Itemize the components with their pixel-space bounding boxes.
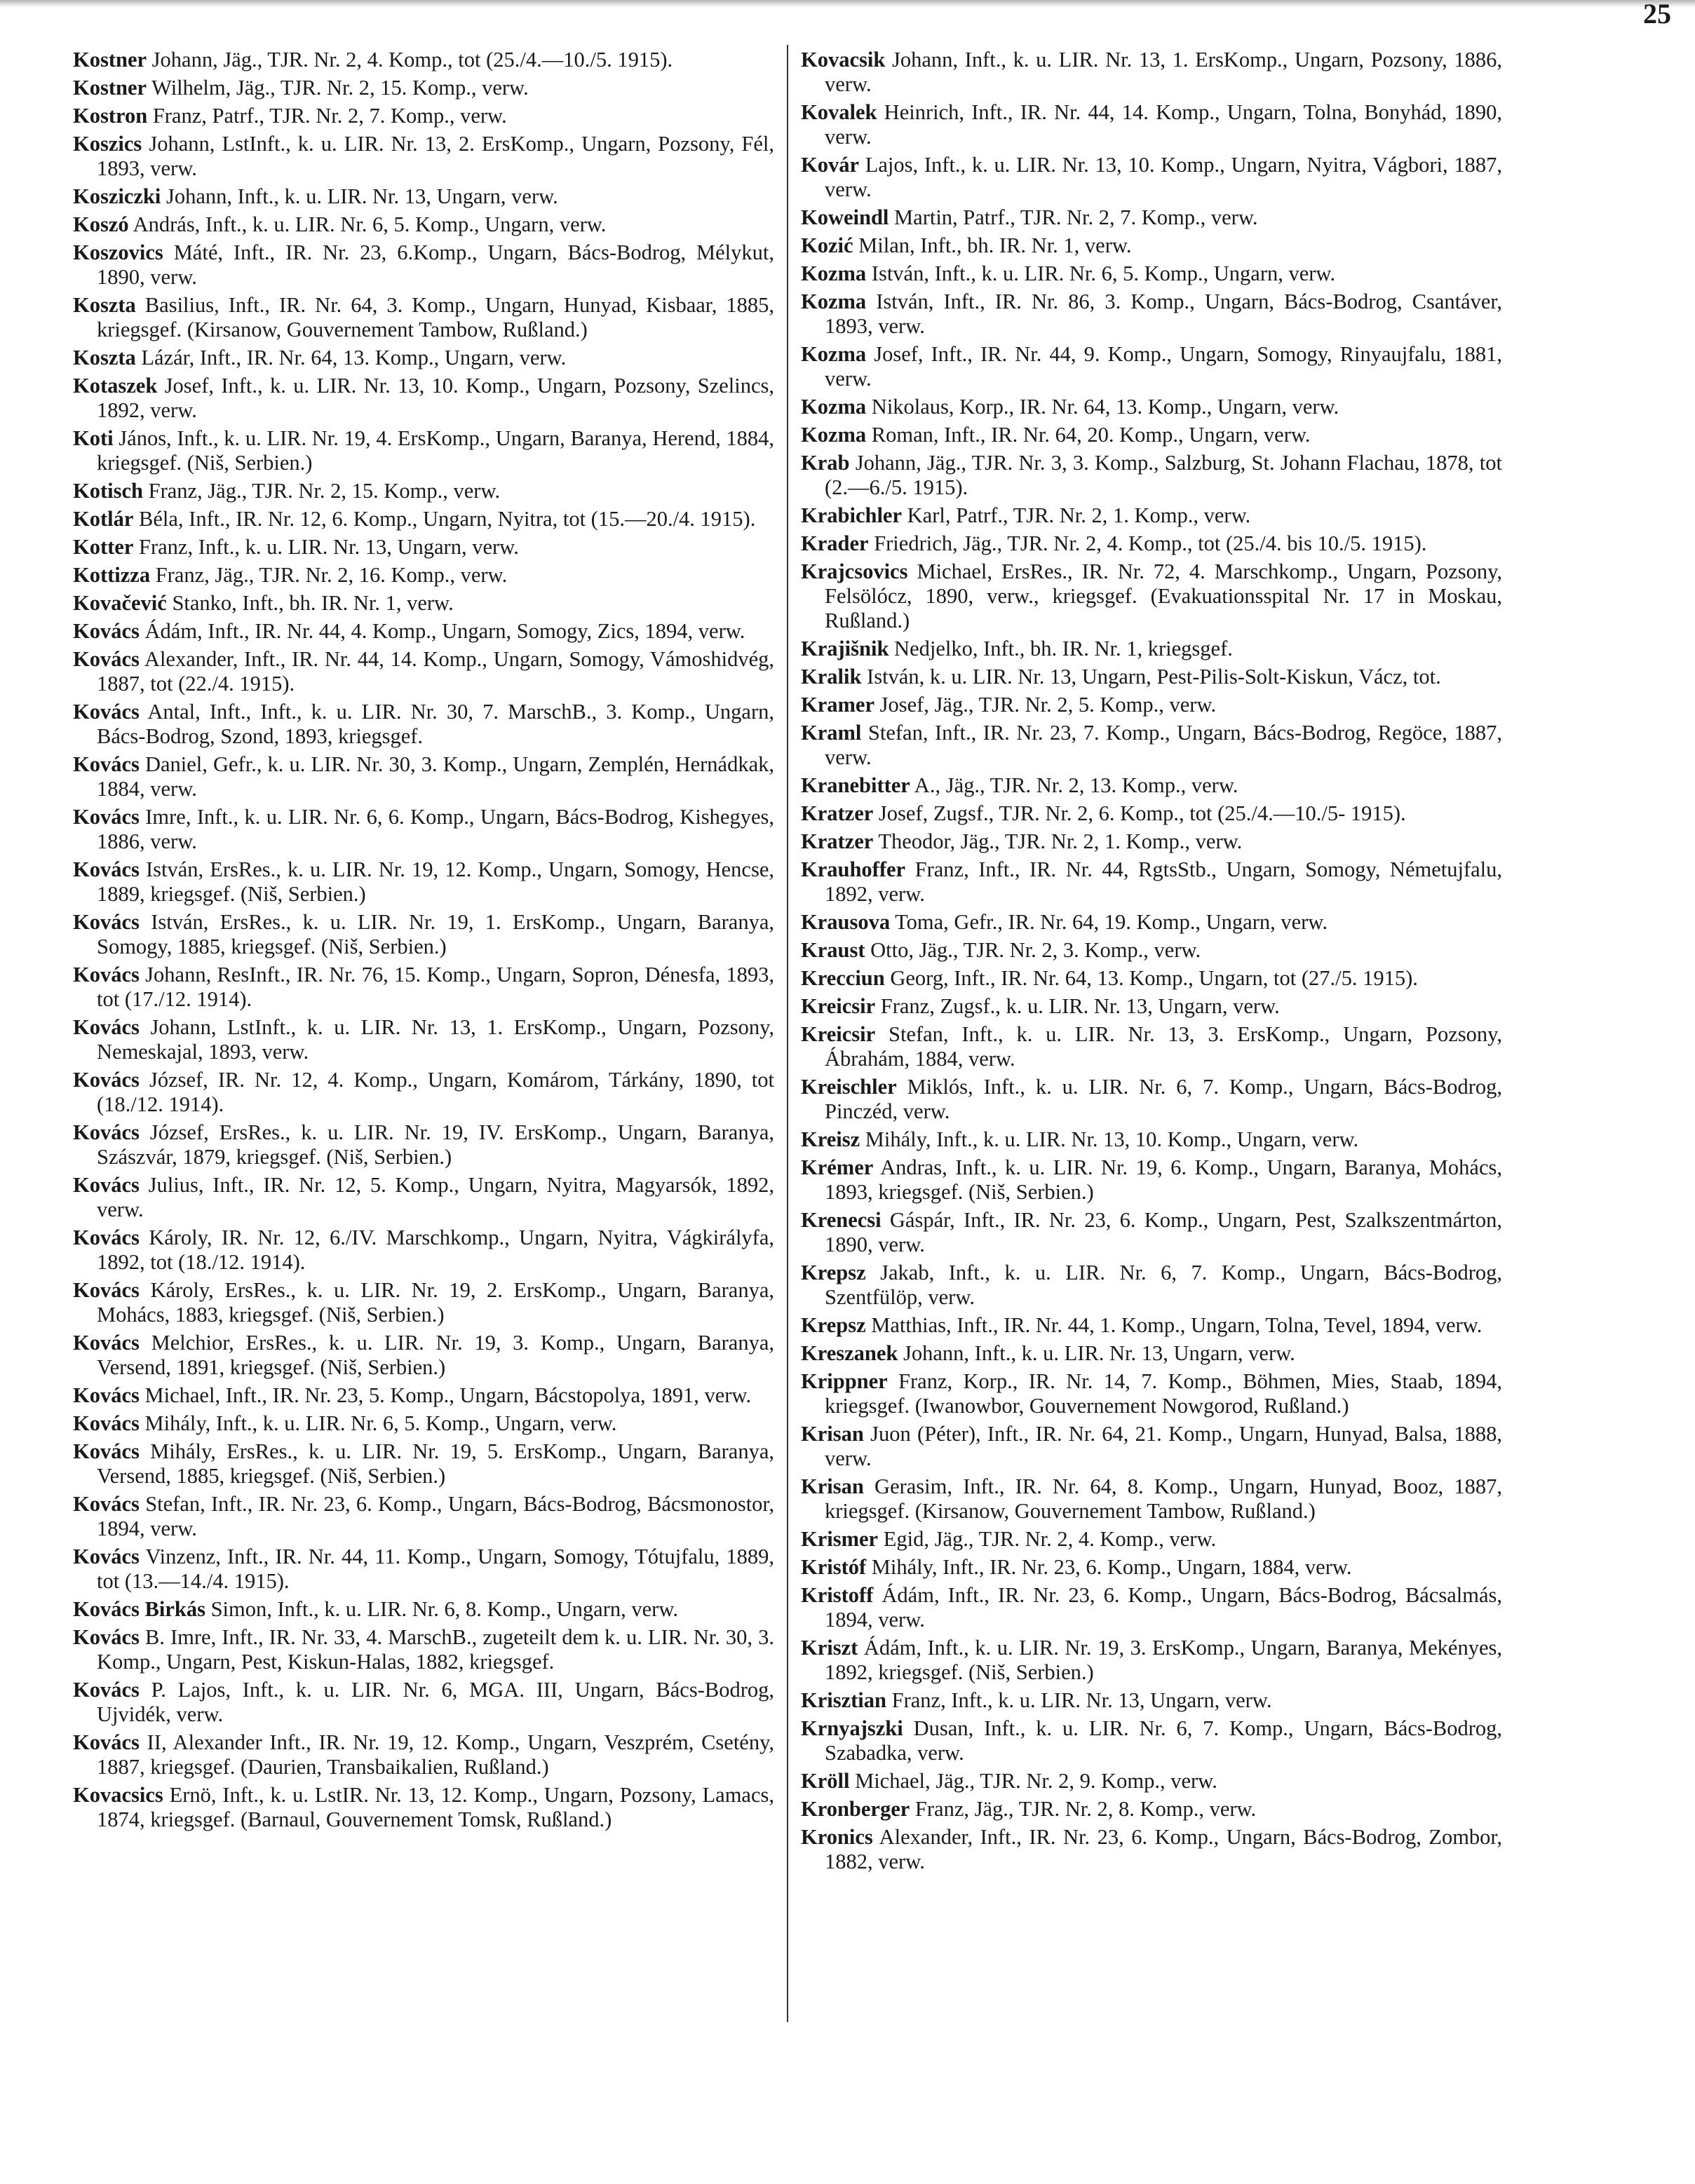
entry-details: Michael, Inft., IR. Nr. 23, 5. Komp., Ungarn, Bácstopolya, 1891, verw. [144, 1383, 752, 1407]
roll-entry [73, 426, 774, 475]
entry-surname: Kozma [801, 290, 867, 313]
entry-details: Basilius, Inft., IR. Nr. 64, 3. Komp., Ungarn, Hunyad, Kisbaar, 1885, kriegsgef. (Kirsanow, Gouvernement Tambow, Rußland.) [97, 293, 775, 341]
entry-surname: Krenecsi [801, 1208, 882, 1232]
entry-details: Matthias, Inft., IR. Nr. 44, 1. Komp., Ungarn, Tolna, Tevel, 1894, verw. [871, 1313, 1483, 1337]
roll-entry [801, 1797, 1502, 1822]
roll-entry [801, 1369, 1502, 1418]
entry-details: Alexander, Inft., IR. Nr. 44, 14. Komp., Ungarn, Somogy, Vámoshidvég, 1887, tot (22./4. 1915). [97, 647, 774, 696]
roll-entry [73, 184, 774, 209]
entry-surname: Kostron [73, 104, 148, 128]
entry-surname: Kratzer [801, 829, 874, 853]
entry-details: Stefan, Inft., IR. Nr. 23, 7. Komp., Ungarn, Bács-Bodrog, Regöce, 1887, verw. [825, 721, 1502, 769]
entry-details: Gáspár, Inft., IR. Nr. 23, 6. Komp., Ungarn, Pest, Szalkszentmárton, 1890, verw. [825, 1208, 1503, 1256]
entry-surname: Kovács [73, 1625, 140, 1649]
entry-details: Károly, ErsRes., k. u. LIR. Nr. 19, 2. ErsKomp., Ungarn, Baranya, Mohács, 1883, kriegsgef. (Niš, Serbien.) [97, 1278, 774, 1327]
roll-entry [73, 563, 774, 588]
roll-entry [73, 132, 774, 181]
entry-details: István, Inft., k. u. LIR. Nr. 6, 5. Komp., Ungarn, verw. [871, 262, 1336, 285]
entry-details: Josef, Inft., k. u. LIR. Nr. 13, 10. Komp., Ungarn, Pozsony, Szelincs, 1892, verw. [97, 374, 775, 422]
entry-surname: Kostner [73, 76, 147, 100]
roll-entry [801, 451, 1502, 500]
entry-details: Imre, Inft., k. u. LIR. Nr. 6, 6. Komp., Ungarn, Bács-Bodrog, Kishegyes, 1886, verw. [97, 805, 774, 853]
entry-details: Franz, Jäg., TJR. Nr. 2, 15. Komp., verw. [148, 479, 501, 503]
entry-surname: Kovács [73, 1411, 140, 1435]
entry-details: Wilhelm, Jäg., TJR. Nr. 2, 15. Komp., verw. [151, 76, 529, 100]
roll-entry [801, 637, 1502, 661]
roll-entry [801, 938, 1502, 963]
entry-details: Georg, Inft., IR. Nr. 64, 13. Komp., Ungarn, tot (27./5. 1915). [890, 966, 1418, 990]
entry-details: Béla, Inft., IR. Nr. 12, 6. Komp., Ungarn, Nyitra, tot (15.—20./4. 1915). [139, 507, 756, 531]
entry-surname: Kovács [73, 1439, 140, 1463]
roll-entry [801, 290, 1502, 339]
roll-entry [73, 1068, 774, 1117]
entry-details: Károly, IR. Nr. 12, 6./IV. Marschkomp., Ungarn, Nyitra, Vágkirályfa, 1892, tot (18./12. 1914). [97, 1226, 775, 1274]
entry-surname: Kovács [73, 1730, 140, 1754]
entry-surname: Krausova [801, 910, 891, 934]
entry-surname: Kristóf [801, 1555, 867, 1579]
entry-surname: Kovács [73, 805, 140, 829]
roll-entry [801, 910, 1502, 935]
entry-surname: Kovács [73, 1120, 140, 1144]
entry-surname: Koszta [73, 293, 136, 317]
roll-entry [73, 1597, 774, 1622]
roll-entry [73, 1120, 774, 1169]
entry-details: Michael, ErsRes., IR. Nr. 72, 4. Marschkomp., Ungarn, Pozsony, Felsölócz, 1890, verw., kriegsgef. (Evakuationsspital Nr. 17 in Moskau, Rußland.) [825, 559, 1503, 632]
entry-surname: Kotter [73, 535, 134, 559]
entry-details: Milan, Inft., bh. IR. Nr. 1, verw. [858, 233, 1132, 257]
roll-entry [73, 963, 774, 1012]
entry-surname: Kröll [801, 1769, 850, 1793]
entry-surname: Krecciun [801, 966, 885, 990]
roll-entry [801, 1583, 1502, 1632]
entry-details: Jakab, Inft., k. u. LIR. Nr. 6, 7. Komp., Ungarn, Bács-Bodrog, Szentfülöp, verw. [825, 1261, 1502, 1309]
entry-surname: Krab [801, 451, 850, 475]
entry-surname: Kovács [73, 963, 140, 986]
roll-entry [801, 1127, 1502, 1152]
entry-details: Johann, Inft., k. u. LIR. Nr. 13, Ungarn, verw. [903, 1341, 1295, 1365]
roll-entry [73, 240, 774, 290]
entry-surname: Kovács [73, 1173, 140, 1197]
left-column [73, 48, 774, 1836]
entry-details: Andras, Inft., k. u. LIR. Nr. 19, 6. Komp., Ungarn, Baranya, Mohács, 1893, kriegsgef. (Niš, Serbien.) [825, 1155, 1502, 1204]
roll-entry [801, 1636, 1502, 1685]
roll-entry [801, 721, 1502, 770]
roll-entry [801, 233, 1502, 258]
roll-entry [801, 559, 1502, 633]
entry-details: Miklós, Inft., k. u. LIR. Nr. 6, 7. Komp., Ungarn, Bács-Bodrog, Pinczéd, verw. [825, 1075, 1502, 1123]
roll-entry [73, 805, 774, 854]
roll-entry [73, 1730, 774, 1779]
entry-details: Antal, Inft., Inft., k. u. LIR. Nr. 30, 7. MarschB., 3. Komp., Ungarn, Bács-Bodrog, Szond, 1893, kriegsgef. [97, 700, 774, 748]
roll-entry [801, 1155, 1502, 1205]
entry-details: Melchior, ErsRes., k. u. LIR. Nr. 19, 3. Komp., Ungarn, Baranya, Versend, 1891, kriegsgef. (Niš, Serbien.) [97, 1331, 775, 1379]
entry-surname: Krauhoffer [801, 857, 906, 881]
roll-entry [801, 1313, 1502, 1338]
roll-entry [801, 801, 1502, 826]
entry-surname: Kovács [73, 700, 140, 724]
entry-details: Juon (Péter), Inft., IR. Nr. 64, 21. Komp., Ungarn, Hunyad, Balsa, 1888, verw. [825, 1422, 1502, 1470]
entry-details: Franz, Patrf., TJR. Nr. 2, 7. Komp., verw. [152, 104, 507, 128]
entry-surname: Koti [73, 426, 114, 450]
entry-surname: Kreischler [801, 1075, 897, 1099]
entry-surname: Koszta [73, 346, 136, 369]
entry-details: Máté, Inft., IR. Nr. 23, 6.Komp., Ungarn, Bács-Bodrog, Mélykut, 1890, verw. [97, 240, 774, 289]
roll-entry [73, 1411, 774, 1436]
roll-entry [801, 153, 1502, 202]
entry-surname: Krémer [801, 1155, 874, 1179]
entry-details: Franz, Korp., IR. Nr. 14, 7. Komp., Böhmen, Mies, Staab, 1894, kriegsgef. (Iwanowbor, Gouvernement Nowgorod, Rußland.) [825, 1369, 1502, 1418]
entry-surname: Krippner [801, 1369, 888, 1393]
entry-details: Gerasim, Inft., IR. Nr. 64, 8. Komp., Ungarn, Hunyad, Booz, 1887, kriegsgef. (Kirsanow, Gouvernement Tambow, Rußland.) [825, 1474, 1503, 1523]
entry-surname: Kreisz [801, 1127, 860, 1151]
entry-surname: Koszovics [73, 240, 163, 264]
entry-surname: Kovács [73, 1015, 140, 1039]
entry-surname: Koszó [73, 212, 129, 236]
entry-details: Franz, Inft., k. u. LIR. Nr. 13, Ungarn, verw. [139, 535, 519, 559]
entry-surname: Kovács [73, 1226, 140, 1249]
entry-surname: Kronics [801, 1825, 873, 1849]
entry-surname: Kreicsir [801, 994, 876, 1018]
entry-details: Johann, Jäg., TJR. Nr. 3, 3. Komp., Salzburg, St. Johann Flachau, 1878, tot (2.—6./5. 1915). [825, 451, 1503, 499]
roll-entry [801, 1527, 1502, 1552]
roll-entry [801, 693, 1502, 717]
roll-entry [73, 1383, 774, 1408]
roll-entry [73, 752, 774, 801]
entry-details: Stefan, Inft., k. u. LIR. Nr. 13, 3. ErsKomp., Ungarn, Pozsony, Ábrahám, 1884, verw. [825, 1022, 1503, 1071]
entry-surname: Kovács [73, 752, 140, 776]
entry-surname: Krisztian [801, 1688, 886, 1712]
entry-surname: Krepsz [801, 1261, 866, 1284]
entry-surname: Kovár [801, 153, 860, 177]
roll-entry [73, 910, 774, 959]
roll-entry [801, 395, 1502, 419]
entry-details: Stanko, Inft., bh. IR. Nr. 1, verw. [172, 591, 454, 615]
roll-entry [801, 1474, 1502, 1524]
entry-surname: Krisan [801, 1474, 864, 1498]
roll-entry [73, 1173, 774, 1222]
entry-surname: Kraml [801, 721, 862, 745]
roll-entry [801, 342, 1502, 391]
entry-details: István, Inft., IR. Nr. 86, 3. Komp., Ungarn, Bács-Bodrog, Csantáver, 1893, verw. [825, 290, 1502, 338]
roll-entry [801, 994, 1502, 1019]
entry-details: Roman, Inft., IR. Nr. 64, 20. Komp., Ungarn, verw. [871, 423, 1311, 447]
entry-surname: Kovács [73, 619, 140, 643]
entry-details: Friedrich, Jäg., TJR. Nr. 2, 4. Komp., tot (25./4. bis 10./5. 1915). [874, 531, 1427, 555]
entry-details: Egid, Jäg., TJR. Nr. 2, 4. Komp., verw. [883, 1527, 1217, 1551]
roll-entry [801, 665, 1502, 689]
entry-surname: Kostner [73, 48, 147, 72]
entry-details: Ádám, Inft., IR. Nr. 23, 6. Komp., Ungarn, Bács-Bodrog, Bácsalmás, 1894, verw. [825, 1583, 1502, 1632]
roll-entry [73, 647, 774, 696]
roll-entry [73, 1545, 774, 1594]
entry-details: Ádám, Inft., IR. Nr. 44, 4. Komp., Ungarn, Somogy, Zics, 1894, verw. [144, 619, 745, 643]
entry-details: Nedjelko, Inft., bh. IR. Nr. 1, kriegsgef. [894, 637, 1233, 660]
entry-details: István, ErsRes., k. u. LIR. Nr. 19, 1. ErsKomp., Ungarn, Baranya, Somogy, 1885, kriegsgef. (Niš, Serbien.) [97, 910, 774, 958]
entry-details: Mihály, Inft., IR. Nr. 23, 6. Komp., Ungarn, 1884, verw. [871, 1555, 1352, 1579]
roll-entry [73, 1226, 774, 1275]
entry-surname: Kreszanek [801, 1341, 898, 1365]
entry-details: Franz, Jäg., TJR. Nr. 2, 8. Komp., verw. [914, 1797, 1257, 1821]
roll-entry [801, 423, 1502, 447]
entry-details: Vinzenz, Inft., IR. Nr. 44, 11. Komp., Ungarn, Somogy, Tótujfalu, 1889, tot (13.—14./4. 1915). [97, 1545, 775, 1593]
roll-entry [801, 1422, 1502, 1471]
roll-entry [73, 1331, 774, 1380]
entry-surname: Kriszt [801, 1636, 858, 1660]
roll-entry [73, 857, 774, 907]
roll-entry [801, 531, 1502, 556]
entry-details: Franz, Jäg., TJR. Nr. 2, 16. Komp., verw. [155, 563, 508, 587]
entry-details: Karl, Patrf., TJR. Nr. 2, 1. Komp., verw. [907, 503, 1251, 527]
entry-surname: Kozma [801, 262, 867, 285]
roll-entry [73, 1783, 774, 1832]
entry-details: Franz, Inft., k. u. LIR. Nr. 13, Ungarn, verw. [891, 1688, 1272, 1712]
entry-surname: Kratzer [801, 801, 874, 825]
entry-details: Josef, Zugsf., TJR. Nr. 2, 6. Komp., tot (25./4.—10./5- 1915). [878, 801, 1406, 825]
roll-entry [801, 503, 1502, 528]
entry-details: Johann, Jäg., TJR. Nr. 2, 4. Komp., tot (25./4.—10./5. 1915). [151, 48, 673, 72]
entry-details: Ádám, Inft., k. u. LIR. Nr. 19, 3. ErsKomp., Ungarn, Baranya, Mekényes, 1892, kriegsgef. (Niš, Serbien.) [825, 1636, 1503, 1684]
entry-surname: Kovács [73, 1068, 140, 1092]
roll-entry [73, 619, 774, 644]
entry-details: Nikolaus, Korp., IR. Nr. 64, 13. Komp., Ungarn, verw. [871, 395, 1339, 419]
entry-details: P. Lajos, Inft., k. u. LIR. Nr. 6, MGA. III, Ungarn, Bács-Bodrog, Ujvidék, verw. [97, 1678, 774, 1726]
entry-surname: Krajcsovics [801, 559, 908, 583]
entry-details: Dusan, Inft., k. u. LIR. Nr. 6, 7. Komp., Ungarn, Bács-Bodrog, Szabadka, verw. [825, 1716, 1503, 1765]
entry-surname: Kozma [801, 395, 867, 419]
roll-entry [73, 104, 774, 128]
entry-surname: Kovacsics [73, 1783, 163, 1807]
roll-entry [801, 262, 1502, 286]
entry-surname: Krismer [801, 1527, 879, 1551]
entry-surname: Kovačević [73, 591, 167, 615]
roll-entry [73, 479, 774, 503]
entry-details: Martin, Patrf., TJR. Nr. 2, 7. Komp., verw. [894, 205, 1258, 229]
entry-details: Josef, Inft., IR. Nr. 44, 9. Komp., Ungarn, Somogy, Rinyaujfalu, 1881, verw. [825, 342, 1502, 391]
entry-details: József, ErsRes., k. u. LIR. Nr. 19, IV. ErsKomp., Ungarn, Baranya, Szászvár, 1879, kriegsgef. (Niš, Serbien.) [97, 1120, 774, 1169]
roll-entry [73, 1678, 774, 1727]
entry-details: Franz, Zugsf., k. u. LIR. Nr. 13, Ungarn, verw. [880, 994, 1280, 1018]
roll-entry [73, 76, 774, 100]
roll-entry [73, 346, 774, 370]
entry-details: Johann, LstInft., k. u. LIR. Nr. 13, 1. ErsKomp., Ungarn, Pozsony, Nemeskajal, 1893, verw. [97, 1015, 774, 1064]
roll-entry [801, 857, 1502, 907]
entry-details: B. Imre, Inft., IR. Nr. 33, 4. MarschB., zugeteilt dem k. u. LIR. Nr. 30, 3. Komp., Ungarn, Pest, Kiskun-Halas, 1882, kriegsgef. [97, 1625, 775, 1674]
entry-details: Otto, Jäg., TJR. Nr. 2, 3. Komp., verw. [870, 938, 1201, 962]
entry-surname: Krajišnik [801, 637, 889, 660]
entry-surname: Kotisch [73, 479, 143, 503]
entry-details: Theodor, Jäg., TJR. Nr. 2, 1. Komp., verw. [878, 829, 1243, 853]
roll-entry [73, 700, 774, 749]
roll-entry [73, 535, 774, 559]
roll-entry [801, 1208, 1502, 1257]
entry-details: Heinrich, Inft., IR. Nr. 44, 14. Komp., Ungarn, Tolna, Bonyhád, 1890, verw. [825, 100, 1502, 149]
roll-entry [73, 591, 774, 616]
entry-surname: Kottizza [73, 563, 151, 587]
entry-surname: Kristoff [801, 1583, 874, 1607]
roll-entry [801, 1075, 1502, 1124]
entry-details: Daniel, Gefr., k. u. LIR. Nr. 30, 3. Komp., Ungarn, Zemplén, Hernádkak, 1884, verw. [97, 752, 774, 801]
roll-entry [801, 829, 1502, 854]
entry-details: Simon, Inft., k. u. LIR. Nr. 6, 8. Komp., Ungarn, verw. [210, 1597, 678, 1621]
entry-details: Julius, Inft., IR. Nr. 12, 5. Komp., Ungarn, Nyitra, Magyarsók, 1892, verw. [97, 1173, 774, 1221]
entry-details: István, k. u. LIR. Nr. 13, Ungarn, Pest-Pilis-Solt-Kiskun, Vácz, tot. [867, 665, 1441, 689]
column-divider [787, 45, 788, 2022]
roll-entry [801, 48, 1502, 97]
roll-entry [801, 1769, 1502, 1793]
entry-details: II, Alexander Inft., IR. Nr. 19, 12. Komp., Ungarn, Veszprém, Csetény, 1887, kriegsgef. (Daurien, Transbaikalien, Rußland.) [97, 1730, 774, 1779]
entry-details: József, IR. Nr. 12, 4. Komp., Ungarn, Komárom, Tárkány, 1890, tot (18./12. 1914). [97, 1068, 775, 1116]
entry-surname: Kralik [801, 665, 862, 689]
entry-details: Ernö, Inft., k. u. LstIR. Nr. 13, 12. Komp., Ungarn, Pozsony, Lamacs, 1874, kriegsgef. (Barnaul, Gouvernement Tomsk, Rußland.) [97, 1783, 774, 1831]
entry-details: Michael, Jäg., TJR. Nr. 2, 9. Komp., verw. [855, 1769, 1217, 1793]
entry-details: Toma, Gefr., IR. Nr. 64, 19. Komp., Ungarn, verw. [895, 910, 1328, 934]
entry-surname: Kovács [73, 910, 140, 934]
entry-surname: Koszics [73, 132, 142, 156]
roll-entry [73, 1015, 774, 1064]
roll-entry [73, 1625, 774, 1674]
roll-entry [801, 1261, 1502, 1310]
entry-surname: Kovács [73, 1278, 140, 1302]
entry-details: András, Inft., k. u. LIR. Nr. 6, 5. Komp., Ungarn, verw. [133, 212, 607, 236]
entry-details: Josef, Jäg., TJR. Nr. 2, 5. Komp., verw. [879, 693, 1217, 717]
entry-surname: Kraust [801, 938, 865, 962]
roll-entry [801, 1341, 1502, 1366]
entry-details: Alexander, Inft., IR. Nr. 23, 6. Komp., Ungarn, Bács-Bodrog, Zombor, 1882, verw. [825, 1825, 1502, 1873]
entry-surname: Krisan [801, 1422, 864, 1446]
entry-details: Johann, Inft., k. u. LIR. Nr. 13, 1. ErsKomp., Ungarn, Pozsony, 1886, verw. [825, 48, 1503, 96]
roll-entry [73, 293, 774, 342]
entry-surname: Kovács [73, 857, 140, 881]
roll-entry [73, 507, 774, 531]
roll-entry [801, 1555, 1502, 1580]
entry-surname: Kozma [801, 342, 867, 366]
entry-surname: Koweindl [801, 205, 889, 229]
entry-surname: Kovács Birkás [73, 1597, 205, 1621]
entry-details: Mihály, ErsRes., k. u. LIR. Nr. 19, 5. ErsKomp., Ungarn, Baranya, Versend, 1885, kriegsgef. (Niš, Serbien.) [97, 1439, 774, 1488]
entry-surname: Kovács [73, 1545, 140, 1568]
entry-surname: Kotaszek [73, 374, 158, 398]
entry-details: Franz, Inft., IR. Nr. 44, RgtsStb., Ungarn, Somogy, Németujfalu, 1892, verw. [825, 857, 1502, 906]
entry-surname: Kovacsik [801, 48, 886, 72]
roll-entry [801, 1716, 1502, 1765]
roll-entry [73, 48, 774, 72]
entry-surname: Kovalek [801, 100, 877, 124]
entry-details: Johann, LstInft., k. u. LIR. Nr. 13, 2. ErsKomp., Ungarn, Pozsony, Fél, 1893, verw. [97, 132, 774, 180]
right-column [801, 48, 1502, 1878]
entry-surname: Krnyajszki [801, 1716, 903, 1740]
entry-details: János, Inft., k. u. LIR. Nr. 19, 4. ErsKomp., Ungarn, Baranya, Herend, 1884, kriegsgef. (Niš, Serbien.) [97, 426, 775, 475]
entry-surname: Kronberger [801, 1797, 910, 1821]
entry-surname: Kosziczki [73, 184, 161, 208]
page-number: 25 [1643, 0, 1671, 29]
entry-surname: Kotlár [73, 507, 134, 531]
entry-surname: Krabichler [801, 503, 902, 527]
entry-surname: Kovács [73, 647, 140, 671]
entry-surname: Kranebitter [801, 773, 910, 797]
roll-entry [73, 374, 774, 423]
entry-surname: Krader [801, 531, 869, 555]
entry-details: Johann, ResInft., IR. Nr. 76, 15. Komp., Ungarn, Sopron, Dénesfa, 1893, tot (17./12. 1914). [97, 963, 775, 1011]
roll-entry [73, 1278, 774, 1327]
roll-entry [801, 773, 1502, 798]
entry-surname: Kozić [801, 233, 853, 257]
entry-details: Mihály, Inft., k. u. LIR. Nr. 13, 10. Komp., Ungarn, verw. [865, 1127, 1359, 1151]
scan-edge-shadow [0, 0, 1695, 7]
roll-entry [801, 1825, 1502, 1874]
entry-details: István, ErsRes., k. u. LIR. Nr. 19, 12. Komp., Ungarn, Somogy, Hencse, 1889, kriegsgef. (Niš, Serbien.) [97, 857, 774, 906]
roll-entry [801, 100, 1502, 149]
entry-surname: Kovács [73, 1678, 140, 1702]
entry-surname: Kozma [801, 423, 867, 447]
entry-details: A., Jäg., TJR. Nr. 2, 13. Komp., verw. [914, 773, 1238, 797]
entry-details: Johann, Inft., k. u. LIR. Nr. 13, Ungarn, verw. [166, 184, 558, 208]
roll-entry [801, 1688, 1502, 1713]
roll-entry [73, 1492, 774, 1541]
roll-entry [73, 1439, 774, 1488]
entry-details: Lázár, Inft., IR. Nr. 64, 13. Komp., Ungarn, verw. [141, 346, 567, 369]
entry-details: Mihály, Inft., k. u. LIR. Nr. 6, 5. Komp., Ungarn, verw. [144, 1411, 617, 1435]
roll-entry [73, 212, 774, 237]
entry-surname: Krepsz [801, 1313, 866, 1337]
entry-surname: Kramer [801, 693, 874, 717]
entry-surname: Kovács [73, 1331, 140, 1355]
entry-details: Stefan, Inft., IR. Nr. 23, 6. Komp., Ungarn, Bács-Bodrog, Bácsmonostor, 1894, verw. [97, 1492, 774, 1540]
roll-entry [801, 1022, 1502, 1071]
entry-details: Lajos, Inft., k. u. LIR. Nr. 13, 10. Komp., Ungarn, Nyitra, Vágbori, 1887, verw. [825, 153, 1503, 201]
entry-surname: Kovács [73, 1383, 140, 1407]
roll-entry [801, 966, 1502, 991]
roll-entry [801, 205, 1502, 230]
entry-surname: Kreicsir [801, 1022, 876, 1046]
entry-surname: Kovács [73, 1492, 140, 1516]
